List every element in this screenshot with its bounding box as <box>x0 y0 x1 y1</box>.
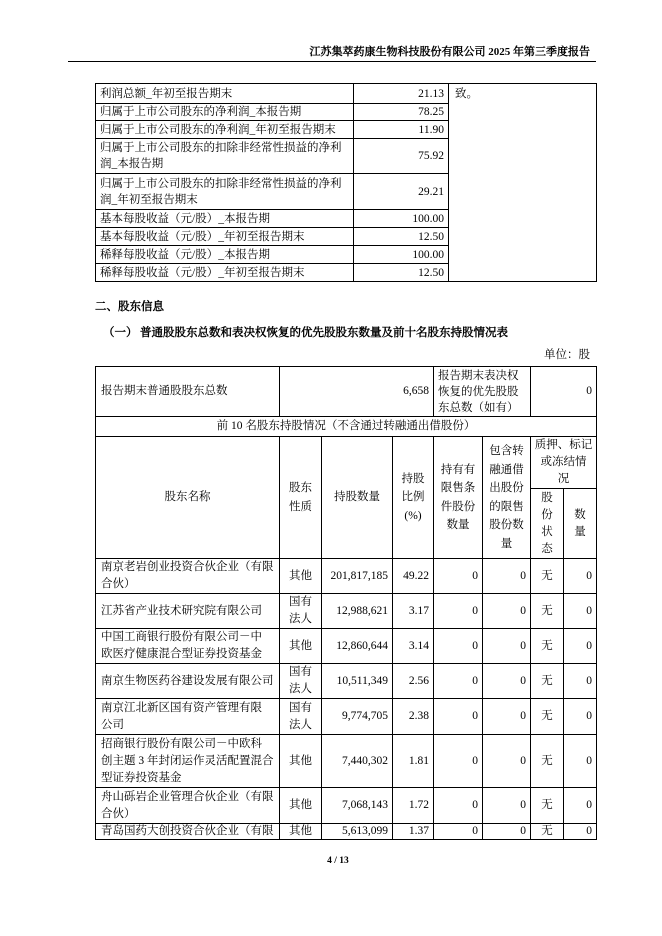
shares-held: 12,860,644 <box>322 629 393 664</box>
shareholding-ratio: 3.14 <box>393 629 434 664</box>
shareholder-nature: 国有 法人 <box>280 699 322 735</box>
restricted-shares: 0 <box>434 594 483 629</box>
pledge-status: 无 <box>531 699 564 735</box>
pledge-status: 无 <box>531 788 564 824</box>
item-value: 12.50 <box>354 228 449 246</box>
table-row <box>96 594 597 629</box>
shareholder-name: 南京生物医药谷建设发展有限公司 <box>96 664 280 699</box>
shareholder-name: 招商银行股份有限公司－中欧科 创主题 3 年封闭运作灵活配置混合 型证券投资基金 <box>96 735 280 788</box>
lent-restricted-shares: 0 <box>483 664 531 699</box>
lent-restricted-shares: 0 <box>483 824 531 840</box>
shareholding-ratio: 1.37 <box>393 824 434 840</box>
header-shareholder-name: 股东名称 <box>96 437 280 559</box>
total-shareholders-value: 6,658 <box>280 367 434 417</box>
item-value: 29.21 <box>354 174 449 210</box>
shareholder-nature: 国有 法人 <box>280 594 322 629</box>
header-pledge-quantity: 数 量 <box>564 489 597 559</box>
table-row <box>96 664 597 699</box>
restricted-shares: 0 <box>434 664 483 699</box>
header-ratio: 持股 比例 (%) <box>393 437 434 559</box>
shares-held: 12,988,621 <box>322 594 393 629</box>
item-value: 78.25 <box>354 104 449 121</box>
shareholder-name: 中国工商银行股份有限公司－中 欧医疗健康混合型证券投资基金 <box>96 629 280 664</box>
top10-caption: 前 10 名股东持股情况（不含通过转融通出借股份） <box>96 417 597 437</box>
shareholder-nature: 其他 <box>280 824 322 840</box>
item-label: 稀释每股收益（元/股）_年初至报告期末 <box>96 264 354 282</box>
shareholder-nature: 其他 <box>280 559 322 594</box>
subsection-number: （一） <box>103 327 138 339</box>
item-value: 100.00 <box>354 246 449 264</box>
shareholder-name: 江苏省产业技术研究院有限公司 <box>96 594 280 629</box>
lent-restricted-shares: 0 <box>483 788 531 824</box>
shares-held: 5,613,099 <box>322 824 393 840</box>
shareholder-nature: 其他 <box>280 629 322 664</box>
shareholder-nature: 其他 <box>280 735 322 788</box>
lent-restricted-shares: 0 <box>483 559 531 594</box>
restricted-shares: 0 <box>434 788 483 824</box>
pledge-quantity: 0 <box>564 664 597 699</box>
shareholding-ratio: 3.17 <box>393 594 434 629</box>
restricted-shares: 0 <box>434 735 483 788</box>
shares-held: 201,817,185 <box>322 559 393 594</box>
pledge-quantity: 0 <box>564 788 597 824</box>
header-pledge-status: 股 份 状 态 <box>531 489 564 559</box>
table-row <box>96 629 597 664</box>
shareholder-name: 青岛国药大创投资合伙企业（有限 <box>96 824 280 840</box>
item-label: 归属于上市公司股东的扣除非经常性损益的净利 润_年初至报告期末 <box>96 174 354 210</box>
preferred-shareholders-label: 报告期末表决权 恢复的优先股股 东总数（如有） <box>434 367 531 417</box>
table-row <box>96 699 597 735</box>
pledge-quantity: 0 <box>564 594 597 629</box>
table-row <box>96 824 597 840</box>
pledge-quantity: 0 <box>564 699 597 735</box>
table-row <box>96 788 597 824</box>
change-reason-note: 致。 <box>449 84 597 282</box>
pledge-status: 无 <box>531 594 564 629</box>
pledge-quantity: 0 <box>564 824 597 840</box>
header-shareholder-nature: 股东 性质 <box>280 437 322 559</box>
report-header-title: 江苏集萃药康生物科技股份有限公司 2025 年第三季度报告 <box>309 46 590 58</box>
shareholder-nature: 其他 <box>280 788 322 824</box>
shares-held: 10,511,349 <box>322 664 393 699</box>
pledge-status: 无 <box>531 824 564 840</box>
shareholder-name: 南京老岩创业投资合伙企业（有限 合伙） <box>96 559 280 594</box>
item-value: 11.90 <box>354 121 449 139</box>
shareholder-nature: 国有 法人 <box>280 664 322 699</box>
restricted-shares: 0 <box>434 824 483 840</box>
header-pledge: 质押、标记 或冻结情 况 <box>531 437 597 489</box>
subsection-title <box>103 325 508 341</box>
lent-restricted-shares: 0 <box>483 629 531 664</box>
shareholder-summary-row <box>96 367 597 417</box>
unit-label: 单位：股 <box>544 349 590 361</box>
total-shareholders-label: 报告期末普通股股东总数 <box>96 367 280 417</box>
shareholding-ratio: 49.22 <box>393 559 434 594</box>
item-label: 归属于上市公司股东的净利润_本报告期 <box>96 104 354 121</box>
shares-held: 9,774,705 <box>322 699 393 735</box>
top10-caption-row <box>96 417 597 437</box>
shareholder-name: 舟山砾岩企业管理合伙企业（有限 合伙） <box>96 788 280 824</box>
pledge-status: 无 <box>531 559 564 594</box>
pledge-quantity: 0 <box>564 735 597 788</box>
section-title: 二、股东信息 <box>95 301 164 313</box>
subsection-text: 普通股股东总数和表决权恢复的优先股股东数量及前十名股东持股情况表 <box>140 327 508 339</box>
shareholder-name: 南京江北新区国有资产管理有限 公司 <box>96 699 280 735</box>
pledge-status: 无 <box>531 664 564 699</box>
header-divider <box>68 61 596 62</box>
item-label: 基本每股收益（元/股）_本报告期 <box>96 210 354 228</box>
table-row <box>96 84 597 104</box>
item-value: 12.50 <box>354 264 449 282</box>
item-value: 21.13 <box>354 84 449 104</box>
header-restricted-shares: 持有有 限售条 件股份 数量 <box>434 437 483 559</box>
pledge-status: 无 <box>531 629 564 664</box>
page-number: 4 / 13 <box>327 856 349 866</box>
header-lent-restricted-shares: 包含转 融通借 出股份 的限售 股份数 量 <box>483 437 531 559</box>
table-row <box>96 559 597 594</box>
item-value: 100.00 <box>354 210 449 228</box>
pledge-quantity: 0 <box>564 559 597 594</box>
restricted-shares: 0 <box>434 559 483 594</box>
pledge-status: 无 <box>531 735 564 788</box>
item-label: 基本每股收益（元/股）_年初至报告期末 <box>96 228 354 246</box>
lent-restricted-shares: 0 <box>483 594 531 629</box>
financial-change-table <box>95 83 597 282</box>
header-row <box>96 437 597 489</box>
shareholding-ratio: 2.38 <box>393 699 434 735</box>
shareholding-ratio: 1.72 <box>393 788 434 824</box>
pledge-quantity: 0 <box>564 629 597 664</box>
item-label: 利润总额_年初至报告期末 <box>96 84 354 104</box>
item-label: 归属于上市公司股东的净利润_年初至报告期末 <box>96 121 354 139</box>
shareholding-ratio: 2.56 <box>393 664 434 699</box>
shares-held: 7,068,143 <box>322 788 393 824</box>
shares-held: 7,440,302 <box>322 735 393 788</box>
restricted-shares: 0 <box>434 699 483 735</box>
table-row <box>96 735 597 788</box>
preferred-shareholders-value: 0 <box>531 367 597 417</box>
header-shares-held: 持股数量 <box>322 437 393 559</box>
item-label: 稀释每股收益（元/股）_本报告期 <box>96 246 354 264</box>
restricted-shares: 0 <box>434 629 483 664</box>
shareholding-ratio: 1.81 <box>393 735 434 788</box>
lent-restricted-shares: 0 <box>483 735 531 788</box>
item-value: 75.92 <box>354 139 449 174</box>
shareholder-table <box>95 366 597 840</box>
item-label: 归属于上市公司股东的扣除非经常性损益的净利 润_本报告期 <box>96 139 354 174</box>
lent-restricted-shares: 0 <box>483 699 531 735</box>
